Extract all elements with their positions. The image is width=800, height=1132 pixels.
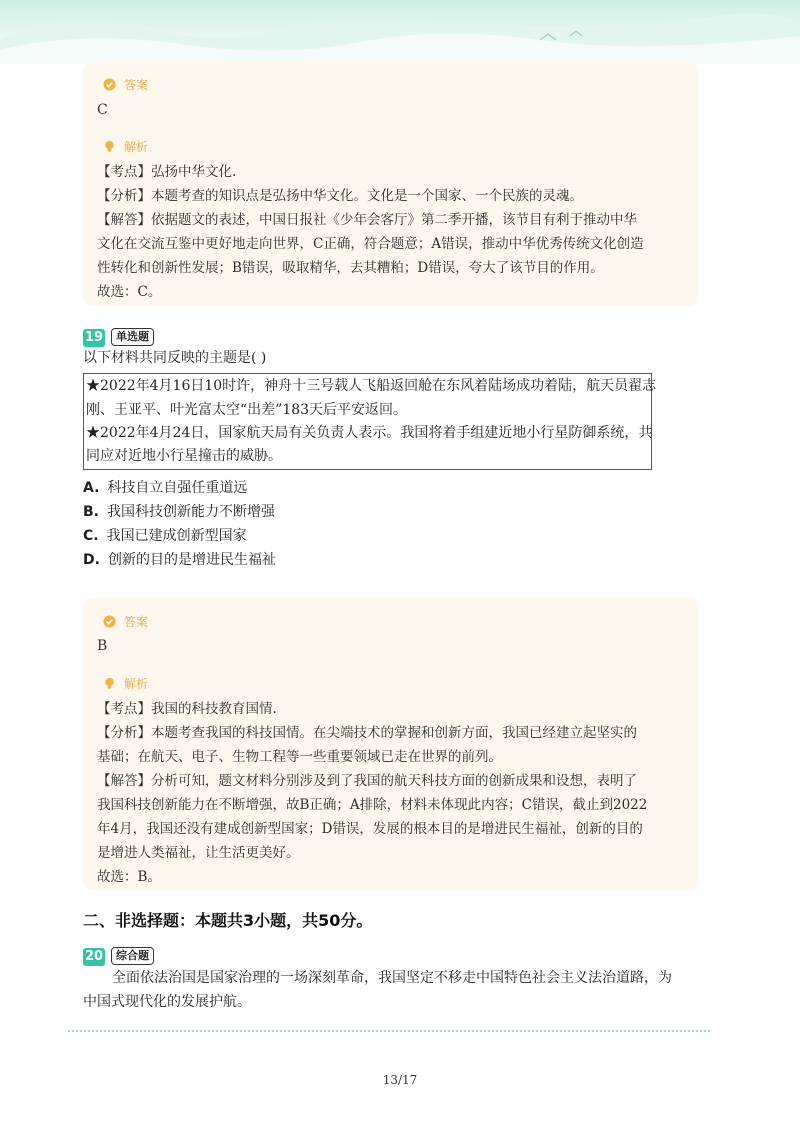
question-stem-line: 中国式现代化的发展护航。 xyxy=(83,994,251,1010)
answer-tag xyxy=(103,76,148,93)
answer-card-q18 xyxy=(83,62,698,306)
material-line: 同应对近地小行星撞击的威胁。 xyxy=(86,448,282,464)
analysis-label: 解析 xyxy=(124,677,149,691)
analysis-tag xyxy=(103,138,148,155)
analysis-line: 【考点】我国的科技教育国情. xyxy=(97,701,277,717)
material-box xyxy=(83,373,657,470)
option-letter: B. xyxy=(83,504,99,520)
option-text: 我国已建成创新型国家 xyxy=(106,528,247,544)
answer-card-q19 xyxy=(83,598,698,890)
lightbulb-icon xyxy=(103,677,116,690)
answer-label: 答案 xyxy=(124,78,149,92)
section-heading: 二、非选择题：本题共3小题，共50分。 xyxy=(83,911,373,930)
question-type-badge: 综合题 xyxy=(111,947,154,965)
option-text: 我国科技创新能力不断增强 xyxy=(107,504,275,520)
option-text: 创新的目的是增进民生福祉 xyxy=(107,552,276,568)
question-number: 20 xyxy=(84,949,104,964)
analysis-line: 文化在交流互鉴中更好地走向世界，C正确，符合题意；A错误，推动中华优秀传统文化创造 xyxy=(97,236,644,252)
analysis-line: 【分析】本题考查我国的科技国情。在尖端技术的掌握和创新方面，我国已经建立起坚实的 xyxy=(97,725,637,741)
lightbulb-icon xyxy=(103,140,116,153)
analysis-line: 年4月，我国还没有建成创新型国家；D错误，发展的根本目的是增进民生福祉，创新的目的 xyxy=(97,821,643,837)
material-line: ★2022年4月16日10时许，神舟十三号载人飞船返回舱在东风着陆场成功着陆，航天员翟志 xyxy=(86,378,657,394)
answer-value: C xyxy=(97,102,108,118)
question-stem-line: 全面依法治国是国家治理的一场深刻革命，我国坚定不移走中国特色社会主义法治道路，为 xyxy=(112,970,672,986)
analysis-line: 基础；在航天、电子、生物工程等一些重要领域已走在世界的前列。 xyxy=(97,749,502,765)
option-d[interactable] xyxy=(83,549,276,569)
question-number: 19 xyxy=(84,330,104,345)
check-badge-icon xyxy=(103,78,116,91)
header-banner xyxy=(0,0,800,64)
analysis-line: 【分析】本题考查的知识点是弘扬中华文化。文化是一个国家、一个民族的灵魂。 xyxy=(97,188,583,204)
material-line: 刚、王亚平、叶光富太空“出差”183天后平安返回。 xyxy=(86,402,408,418)
answer-value: B xyxy=(97,638,108,654)
analysis-line: 性转化和创新性发展；B错误，吸取精华，去其糟粕；D错误，夸大了该节目的作用。 xyxy=(97,260,604,276)
analysis-line: 【考点】弘扬中华文化. xyxy=(97,164,237,180)
analysis-line: 我国科技创新能力在不断增强，故B正确；A排除，材料未体现此内容；C错误，截止到2022 xyxy=(97,797,648,813)
page-number: 13/17 xyxy=(382,1073,418,1087)
analysis-line: 【解答】分析可知，题文材料分别涉及到了我国的航天科技方面的创新成果和设想，表明了 xyxy=(97,773,637,789)
answer-label: 答案 xyxy=(124,615,149,629)
material-line: ★2022年4月24日，国家航天局有关负责人表示。我国将着手组建近地小行星防御系统，共 xyxy=(86,425,653,441)
check-badge-icon xyxy=(103,615,116,628)
answer-tag xyxy=(103,613,148,630)
analysis-line: 故选：B。 xyxy=(97,869,161,885)
option-b[interactable] xyxy=(83,501,275,521)
dotted-divider xyxy=(68,1030,710,1032)
option-a[interactable] xyxy=(83,477,247,497)
option-c[interactable] xyxy=(83,525,247,545)
option-text: 科技自立自强任重道远 xyxy=(107,480,248,496)
analysis-line: 【解答】依据题文的表述，中国日报社《少年会客厅》第二季开播，该节目有利于推动中华 xyxy=(97,212,637,228)
analysis-line: 是增进人类福祉，让生活更美好。 xyxy=(97,845,300,861)
option-letter: D. xyxy=(83,552,100,568)
option-letter: A. xyxy=(83,480,100,496)
question-stem: 以下材料共同反映的主题是( ) xyxy=(83,350,267,366)
analysis-tag xyxy=(103,675,148,692)
question-type-badge: 单选题 xyxy=(111,328,154,346)
option-letter: C. xyxy=(83,528,99,544)
analysis-line: 故选：C。 xyxy=(97,284,162,300)
analysis-label: 解析 xyxy=(124,140,149,154)
